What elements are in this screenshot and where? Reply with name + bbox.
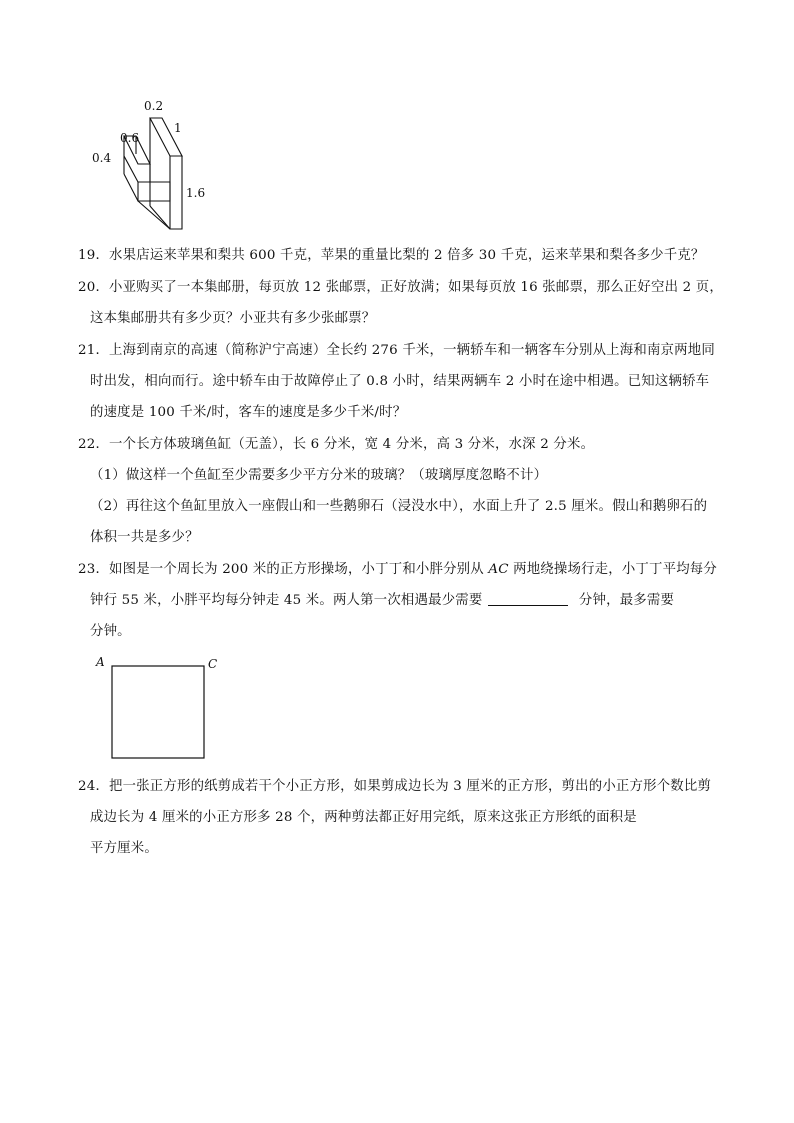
question-23-line-1 (78, 560, 728, 580)
question-22-sub-2-cont: 体积一共是多少？ (90, 530, 199, 545)
question-20-line-2: 这本集邮册共有多少页？小亚共有多少张邮票？ (90, 311, 376, 326)
stair-label-top: 0.2 (144, 99, 164, 113)
question-24-line-2: 成边长为 4 厘米的小正方形多 28 个，两种剪法都正好用完纸，原来这张正方形纸的面积是 (90, 810, 637, 825)
answer-blank (488, 591, 568, 606)
question-21-line-3: 的速度是 100 千米/时，客车的速度是多少千米/时？ (90, 405, 407, 420)
stair-label-side: 1 (174, 121, 182, 135)
q23-line2-b: 分钟，最多需要 (574, 593, 675, 608)
q23-line1-a: 23．如图是一个周长为 200 米的正方形操场，小丁丁和小胖分别从 (78, 562, 489, 577)
question-21-line-1: 21．上海到南京的高速（简称沪宁高速）全长约 276 千米，一辆轿车和一辆客车分别从上海和南京两地同 (78, 343, 715, 358)
question-20-line-1: 20．小亚购买了一本集邮册，每页放 12 张邮票，正好放满；如果每页放 16 张邮票，那么正好空出 2 页， (78, 280, 723, 295)
q23-line1-b: 两地绕操场行走，小丁丁平均每分 (508, 562, 717, 577)
question-23-line-2 (90, 591, 740, 611)
stair-label-height: 1.6 (186, 186, 206, 200)
stair-label-mid: 0.6 (120, 131, 140, 145)
question-22-line-1: 22．一个长方体玻璃鱼缸（无盖），长 6 分米，宽 4 分米，高 3 分米，水深 2 分米。 (78, 437, 595, 452)
square-outline (112, 666, 204, 758)
stair-solid-figure (88, 96, 228, 246)
square-playground-figure (90, 652, 230, 764)
question-24-line-3: 平方厘米。 (90, 841, 158, 856)
stair-label-left: 0.4 (92, 151, 112, 165)
corner-a-label: A (96, 655, 105, 669)
question-23-line-3: 分钟。 (90, 624, 131, 639)
question-22-sub-1: （1）做这样一个鱼缸至少需要多少平方分米的玻璃？（玻璃厚度忽略不计） (90, 468, 548, 483)
question-24-line-1: 24．把一张正方形的纸剪成若干个小正方形，如果剪成边长为 3 厘米的正方形，剪出的小正方形个数比剪 (78, 779, 712, 794)
corner-c-label: C (208, 657, 218, 671)
q23-line2-a: 钟行 55 米，小胖平均每分钟走 45 米。两人第一次相遇最少需要 (90, 593, 483, 608)
question-22-sub-2: （2）再往这个鱼缸里放入一座假山和一些鹅卵石（浸没水中），水面上升了 2.5 厘米。假山和鹅卵石的 (90, 499, 708, 514)
question-21-line-2: 时出发，相向而行。途中轿车由于故障停止了 0.8 小时，结果两辆车 2 小时在途中相遇。已知这辆轿车 (90, 374, 710, 389)
q23-ac-label: AC (488, 562, 509, 577)
question-19: 19．水果店运来苹果和梨共 600 千克，苹果的重量比梨的 2 倍多 30 千克，运来苹果和梨各多少千克？ (78, 248, 705, 263)
